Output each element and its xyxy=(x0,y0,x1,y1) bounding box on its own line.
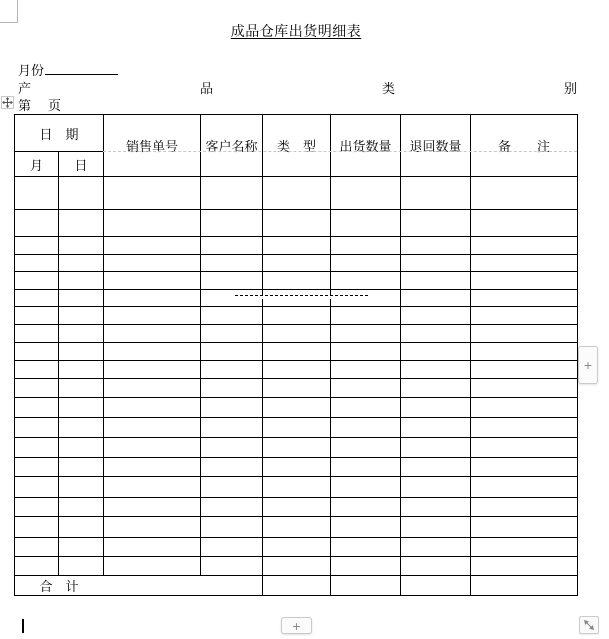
header-label-sales-no: 销售单号 xyxy=(126,139,179,154)
table-cell[interactable] xyxy=(331,557,401,576)
header-cell-return-qty[interactable] xyxy=(401,115,471,177)
table-cell[interactable] xyxy=(263,361,331,379)
table-cell[interactable] xyxy=(471,361,578,379)
table-cell[interactable] xyxy=(15,557,59,576)
table-row xyxy=(15,557,578,576)
table-row xyxy=(15,290,578,307)
table-cell[interactable] xyxy=(201,438,263,458)
table-cell[interactable] xyxy=(15,361,59,379)
table-cell[interactable] xyxy=(59,343,104,361)
table-move-handle[interactable] xyxy=(1,96,14,109)
page-label-second: 页 xyxy=(48,98,62,113)
table-cell[interactable] xyxy=(401,418,471,438)
category-char: 品 xyxy=(199,81,213,96)
table-cell[interactable] xyxy=(201,379,263,398)
table-cell[interactable] xyxy=(331,418,401,438)
header-cell-type[interactable] xyxy=(263,115,331,177)
table-cell[interactable] xyxy=(471,538,578,557)
table-cell[interactable] xyxy=(59,418,104,438)
table-cell[interactable] xyxy=(201,177,263,210)
table-cell[interactable] xyxy=(263,477,331,498)
table-cell[interactable] xyxy=(201,307,263,325)
table-cell[interactable] xyxy=(263,576,331,596)
table-cell[interactable] xyxy=(201,398,263,418)
table-cell[interactable] xyxy=(401,458,471,477)
table-cell[interactable] xyxy=(471,458,578,477)
table-cell[interactable] xyxy=(263,307,331,325)
table-cell[interactable] xyxy=(15,418,59,438)
table-cell[interactable] xyxy=(331,177,401,210)
table-row xyxy=(15,398,578,418)
table-cell[interactable] xyxy=(401,379,471,398)
table-cell[interactable] xyxy=(104,498,201,517)
table-cell[interactable] xyxy=(401,398,471,418)
table-cell[interactable] xyxy=(401,361,471,379)
table-cell[interactable] xyxy=(201,418,263,438)
table-resize-handle[interactable] xyxy=(579,616,599,634)
document-title[interactable] xyxy=(0,21,592,41)
header-label-type: 类 型 xyxy=(277,139,317,154)
header-cell-month[interactable] xyxy=(15,152,59,177)
table-cell[interactable] xyxy=(104,237,201,255)
table-cell[interactable] xyxy=(201,237,263,255)
table-cell[interactable] xyxy=(104,517,201,538)
table-cell[interactable] xyxy=(15,517,59,538)
table-cell[interactable] xyxy=(263,538,331,557)
table-cell[interactable] xyxy=(201,272,263,290)
header-label-customer: 客户名称 xyxy=(205,139,258,154)
table-cell[interactable] xyxy=(15,458,59,477)
table-cell[interactable] xyxy=(15,538,59,557)
table-cell[interactable] xyxy=(471,418,578,438)
table-cell[interactable] xyxy=(104,477,201,498)
table-cell[interactable] xyxy=(15,498,59,517)
table-cell[interactable] xyxy=(471,517,578,538)
header-label-remark: 备 注 xyxy=(498,139,551,154)
category-char: 别 xyxy=(563,81,577,96)
table-cell[interactable] xyxy=(59,458,104,477)
table-cell[interactable] xyxy=(331,325,401,343)
table-cell[interactable] xyxy=(263,379,331,398)
table-row xyxy=(15,538,578,557)
table-cell[interactable] xyxy=(401,255,471,272)
total-cell[interactable] xyxy=(15,576,263,596)
add-row-button[interactable] xyxy=(281,617,312,634)
table-cell[interactable] xyxy=(471,398,578,418)
table-cell[interactable] xyxy=(15,343,59,361)
category-char: 类 xyxy=(381,81,395,96)
table-row xyxy=(15,307,578,325)
table-cell[interactable] xyxy=(331,307,401,325)
table-cell[interactable] xyxy=(201,517,263,538)
table-cell[interactable] xyxy=(104,398,201,418)
table-cell[interactable] xyxy=(15,210,59,237)
table-cell[interactable] xyxy=(331,343,401,361)
table-cell[interactable] xyxy=(471,438,578,458)
header-label-date: 日 期 xyxy=(39,126,79,142)
table-cell[interactable] xyxy=(15,398,59,418)
table-cell[interactable] xyxy=(401,290,471,307)
table-cell[interactable] xyxy=(263,418,331,438)
table-cell[interactable] xyxy=(59,498,104,517)
table-cell[interactable] xyxy=(331,272,401,290)
table-row xyxy=(15,361,578,379)
table-cell[interactable] xyxy=(331,361,401,379)
table-cell[interactable] xyxy=(104,290,201,307)
add-column-button[interactable] xyxy=(578,346,598,384)
table-cell[interactable] xyxy=(15,477,59,498)
table-cell[interactable] xyxy=(471,177,578,210)
table-cell[interactable] xyxy=(401,177,471,210)
margin-crop-mark-vertical xyxy=(17,0,18,22)
table-cell[interactable] xyxy=(104,307,201,325)
table-cell[interactable] xyxy=(59,177,104,210)
table-cell[interactable] xyxy=(263,255,331,272)
table-cell[interactable] xyxy=(15,272,59,290)
diagonal-resize-icon xyxy=(582,618,596,632)
table-cell[interactable] xyxy=(104,255,201,272)
table-cell[interactable] xyxy=(331,576,401,596)
table-cell[interactable] xyxy=(104,379,201,398)
table-cell[interactable] xyxy=(201,477,263,498)
table-cell[interactable] xyxy=(471,498,578,517)
table-cell[interactable] xyxy=(59,325,104,343)
table-cell[interactable] xyxy=(331,477,401,498)
table-cell[interactable] xyxy=(104,272,201,290)
table-cell[interactable] xyxy=(471,477,578,498)
table-cell[interactable] xyxy=(401,325,471,343)
table-cell[interactable] xyxy=(263,290,331,307)
table-cell[interactable] xyxy=(15,177,59,210)
table-cell[interactable] xyxy=(331,379,401,398)
table-cell[interactable] xyxy=(15,325,59,343)
table-cell[interactable] xyxy=(331,237,401,255)
table-cell[interactable] xyxy=(59,517,104,538)
table-cell[interactable] xyxy=(401,498,471,517)
table-cell[interactable] xyxy=(59,290,104,307)
table-row xyxy=(15,343,578,361)
table-cell[interactable] xyxy=(471,255,578,272)
table-cell[interactable] xyxy=(59,361,104,379)
table-row xyxy=(15,438,578,458)
table-cell[interactable] xyxy=(263,343,331,361)
table-cell[interactable] xyxy=(401,210,471,237)
table-cell[interactable] xyxy=(471,307,578,325)
table-cell[interactable] xyxy=(471,379,578,398)
table-cell[interactable] xyxy=(471,272,578,290)
table-cell[interactable] xyxy=(59,210,104,237)
header-cell-sales-no[interactable] xyxy=(104,115,201,177)
table-cell[interactable] xyxy=(15,438,59,458)
table-cell[interactable] xyxy=(331,398,401,418)
table-cell[interactable] xyxy=(331,458,401,477)
table-cell[interactable] xyxy=(331,438,401,458)
table-cell[interactable] xyxy=(104,343,201,361)
month-fill-in-underline xyxy=(45,61,118,75)
table-cell[interactable] xyxy=(59,255,104,272)
table-cell[interactable] xyxy=(104,438,201,458)
page-number-line[interactable] xyxy=(18,95,61,114)
table-cell[interactable] xyxy=(471,557,578,576)
table-cell[interactable] xyxy=(104,210,201,237)
table-cell[interactable] xyxy=(263,517,331,538)
table-cell[interactable] xyxy=(201,325,263,343)
table-cell[interactable] xyxy=(59,379,104,398)
table-cell[interactable] xyxy=(331,498,401,517)
table-cell[interactable] xyxy=(104,557,201,576)
table-cell[interactable] xyxy=(59,557,104,576)
table-cell[interactable] xyxy=(401,272,471,290)
page-label-first: 第 xyxy=(18,98,32,113)
table-cell[interactable] xyxy=(15,255,59,272)
total-label: 合 计 xyxy=(39,579,79,594)
month-line[interactable] xyxy=(18,60,118,79)
table-cell[interactable] xyxy=(59,538,104,557)
table-row xyxy=(15,458,578,477)
month-label: 月份 xyxy=(18,63,45,78)
table-row xyxy=(15,272,578,290)
table-cell[interactable] xyxy=(59,438,104,458)
table-cell[interactable] xyxy=(59,272,104,290)
shipment-table-container xyxy=(14,114,578,596)
table-cell[interactable] xyxy=(263,177,331,210)
table-cell[interactable] xyxy=(104,361,201,379)
text-cursor xyxy=(22,619,24,633)
table-cell[interactable] xyxy=(401,557,471,576)
table-cell[interactable] xyxy=(471,210,578,237)
table-row xyxy=(15,255,578,272)
header-label-ship-qty: 出货数量 xyxy=(339,139,392,154)
table-cell[interactable] xyxy=(201,255,263,272)
table-cell[interactable] xyxy=(15,379,59,398)
table-cell[interactable] xyxy=(331,538,401,557)
table-cell[interactable] xyxy=(59,398,104,418)
table-cell[interactable] xyxy=(201,210,263,237)
table-cell[interactable] xyxy=(471,576,578,596)
table-row xyxy=(15,177,578,210)
table-cell[interactable] xyxy=(401,576,471,596)
table-cell[interactable] xyxy=(59,307,104,325)
table-cell[interactable] xyxy=(331,517,401,538)
category-char: 产 xyxy=(18,81,32,96)
table-cell[interactable] xyxy=(201,498,263,517)
table-cell[interactable] xyxy=(263,398,331,418)
table-cell[interactable] xyxy=(15,307,59,325)
table-row xyxy=(15,517,578,538)
table-cell[interactable] xyxy=(15,237,59,255)
table-cell[interactable] xyxy=(401,517,471,538)
table-cell[interactable] xyxy=(263,272,331,290)
table-cell[interactable] xyxy=(263,210,331,237)
table-cell[interactable] xyxy=(104,177,201,210)
move-arrows-icon xyxy=(2,97,13,108)
header-label-day: 日 xyxy=(74,157,88,173)
table-cell[interactable] xyxy=(104,325,201,343)
table-cell[interactable] xyxy=(15,290,59,307)
header-cell-remark[interactable] xyxy=(471,115,578,177)
document-title-text: 成品仓库出货明细表 xyxy=(230,23,362,39)
table-cell[interactable] xyxy=(104,538,201,557)
header-label-month: 月 xyxy=(29,157,43,173)
table-cell[interactable] xyxy=(401,237,471,255)
table-cell[interactable] xyxy=(331,290,401,307)
table-cell[interactable] xyxy=(201,538,263,557)
table-row xyxy=(15,418,578,438)
table-cell[interactable] xyxy=(59,237,104,255)
table-cell[interactable] xyxy=(201,557,263,576)
table-cell[interactable] xyxy=(331,210,401,237)
table-cell[interactable] xyxy=(201,343,263,361)
table-cell[interactable] xyxy=(471,343,578,361)
table-row xyxy=(15,325,578,343)
table-cell[interactable] xyxy=(263,325,331,343)
table-cell[interactable] xyxy=(471,290,578,307)
table-cell[interactable] xyxy=(331,255,401,272)
table-row xyxy=(15,498,578,517)
table-cell[interactable] xyxy=(263,438,331,458)
header-cell-day[interactable] xyxy=(59,152,104,177)
header-label-return-qty: 退回数量 xyxy=(409,139,462,154)
header-cell-ship-qty[interactable] xyxy=(331,115,401,177)
table-cell[interactable] xyxy=(401,343,471,361)
header-cell-customer[interactable] xyxy=(201,115,263,177)
plus-icon: + xyxy=(292,617,301,634)
table-cell[interactable] xyxy=(401,538,471,557)
header-cell-date[interactable] xyxy=(15,115,104,152)
table-cell[interactable] xyxy=(201,361,263,379)
table-cell[interactable] xyxy=(263,237,331,255)
plus-icon: + xyxy=(583,357,593,373)
total-row xyxy=(15,576,578,596)
table-cell[interactable] xyxy=(263,498,331,517)
shipment-detail-table xyxy=(14,114,578,596)
table-row xyxy=(15,210,578,237)
table-row xyxy=(15,237,578,255)
table-cell[interactable] xyxy=(401,477,471,498)
table-cell[interactable] xyxy=(263,458,331,477)
product-category-line[interactable] xyxy=(18,78,577,97)
table-cell[interactable] xyxy=(59,477,104,498)
table-row xyxy=(15,477,578,498)
table-cell[interactable] xyxy=(471,325,578,343)
table-cell[interactable] xyxy=(201,290,263,307)
table-cell[interactable] xyxy=(104,458,201,477)
table-cell[interactable] xyxy=(401,307,471,325)
table-row xyxy=(15,379,578,398)
table-cell[interactable] xyxy=(471,237,578,255)
table-cell[interactable] xyxy=(104,418,201,438)
table-cell[interactable] xyxy=(201,458,263,477)
table-cell[interactable] xyxy=(401,438,471,458)
table-cell[interactable] xyxy=(263,557,331,576)
